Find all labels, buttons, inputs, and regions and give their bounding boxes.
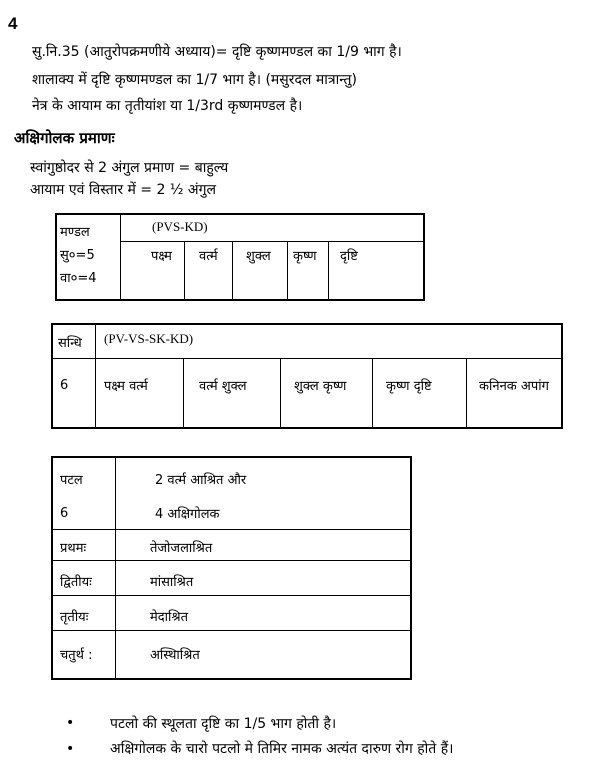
mandala-header-rule: [120, 241, 424, 242]
sandhi-cell-2: वर्त्म शुक्ल: [199, 379, 247, 394]
patala-table-border: [51, 456, 412, 680]
patala-divider: [115, 456, 116, 680]
mandala-label: मण्डल: [60, 225, 90, 240]
sandhi-cell-1: पक्ष्म वर्त्म: [104, 379, 148, 394]
patala-row-name: तृतीयः: [60, 610, 89, 625]
sandhi-count: 6: [60, 378, 69, 393]
bullet-marker: •: [66, 741, 75, 757]
patala-row-rule: [51, 560, 411, 561]
sandhi-cell-3: शुक्ल कृष्ण: [294, 379, 347, 394]
sandhi-header-rule: [51, 358, 562, 359]
mandala-header: (PVS-KD): [152, 219, 208, 234]
bullet-marker: •: [66, 715, 75, 731]
patala-label: पटल: [60, 473, 83, 488]
mandala-table-border: [55, 213, 425, 301]
bullet-text-1: पटलो की स्थूलता दृष्टि का 1/5 भाग होती है।: [110, 716, 337, 732]
sandhi-header: (PV-VS-SK-KD): [104, 331, 194, 346]
patala-vartma-ashrita: 2 वर्त्म आश्रित और: [155, 473, 247, 488]
patala-row-rule: [51, 595, 411, 596]
intro-line-3: नेत्र के आयाम का तृतीयांश या 1/3rd कृष्णमण्डल है।: [32, 98, 303, 114]
mandala-col-divider: [184, 241, 185, 301]
patala-row-value: मेदाश्रित: [150, 610, 189, 625]
mandala-cell-pakshma: पक्ष्म: [151, 249, 172, 264]
page-number: 4: [8, 14, 18, 33]
mandala-col-divider: [287, 241, 288, 301]
sandhi-cell-5: कनिनक अपांग: [479, 379, 549, 394]
patala-row-rule: [51, 630, 411, 631]
mandala-col-divider: [232, 241, 233, 301]
patala-count: 6: [60, 506, 69, 521]
sandhi-col-divider: [372, 358, 373, 429]
sandhi-label: सन्धि: [58, 336, 82, 351]
patala-row-name: प्रथमः: [60, 541, 87, 556]
patala-row-rule: [51, 529, 411, 530]
mandala-vagbhata: वा०=4: [60, 271, 97, 286]
patala-row-value: तेजोजलाश्रित: [150, 541, 213, 556]
mandala-sushruta: सु०=5: [60, 248, 95, 263]
measure-line-2: आयाम एवं विस्तार में = 2 ½ अंगुल: [30, 182, 216, 198]
patala-row-name: चतुर्थ :: [60, 648, 93, 663]
sandhi-col-divider: [466, 358, 467, 429]
patala-akshigolaka: 4 अक्षिगोलक: [155, 507, 220, 522]
sandhi-cell-4: कृष्ण दृष्टि: [386, 379, 432, 394]
intro-line-1: सु.नि.35 (आतुरोपक्रमणीये अध्याय)= दृष्टि कृष्णमण्डल का 1/9 भाग है।: [32, 44, 402, 60]
sandhi-col-divider: [183, 358, 184, 429]
patala-row-name: द्वितीयः: [60, 575, 92, 590]
sandhi-divider: [95, 323, 96, 429]
section-heading: अक्षिगोलक प्रमाणः: [14, 129, 115, 147]
bullet-text-2: अक्षिगोलक के चारो पटलो मे तिमिर नामक अत्यंत दारुण रोग होते हैं।: [110, 741, 454, 757]
intro-line-2: शालाक्य में दृष्टि कृष्णमण्डल का 1/7 भाग है। (मसुरदल मात्रान्तु): [32, 72, 357, 88]
mandala-cell-vartma: वर्त्म: [199, 249, 218, 264]
sandhi-col-divider: [280, 358, 281, 429]
measure-line-1: स्वांगुष्ठोदर से 2 अंगुल प्रमाण = बाहुल्य: [30, 160, 229, 176]
mandala-cell-shukla: शुक्ल: [246, 249, 271, 264]
mandala-col-divider: [328, 241, 329, 301]
patala-row-value: मांसाश्रित: [150, 575, 194, 590]
mandala-divider: [120, 213, 121, 301]
mandala-cell-krishna: कृष्ण: [293, 249, 317, 264]
mandala-cell-drishti: दृष्टि: [340, 249, 358, 264]
patala-row-value: अस्थिाश्रित: [150, 648, 200, 663]
